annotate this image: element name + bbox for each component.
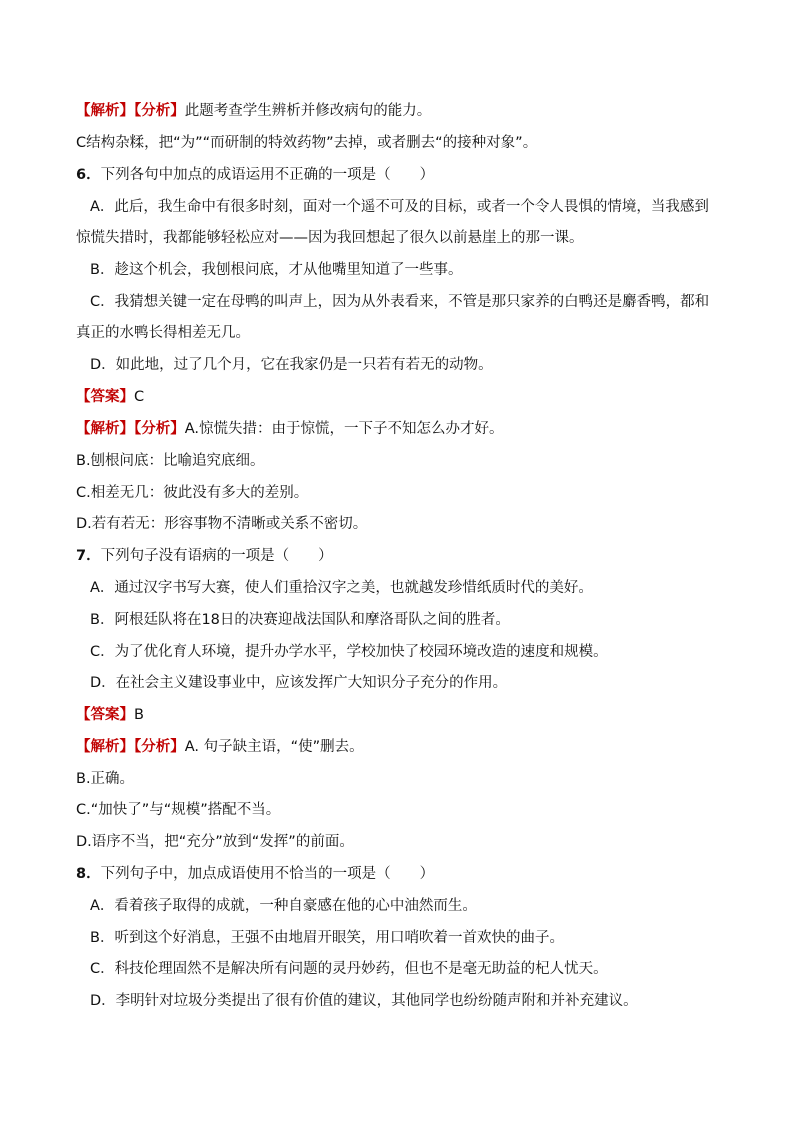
option-b: B．趁这个机会，我刨根问底，才从他嘴里知道了一些事。: [90, 262, 463, 278]
option-d: D．如此地，过了几个月，它在我家仍是一只若有若无的动物。: [90, 357, 493, 373]
analysis-tag: 【解析】: [76, 739, 134, 755]
analysis-tag: 【解析】: [76, 421, 134, 437]
analysis-text: 此题考查学生辨析并修改病句的能力。: [184, 103, 432, 119]
option-b: B．听到这个好消息，王强不由地眉开眼笑，用口哨吹着一首欢快的曲子。: [90, 930, 564, 946]
analysis-line: [76, 737, 724, 757]
analysis-text-line: D.语序不当，把“充分”放到“发挥”的前面。: [76, 834, 354, 850]
analysis-text-line: C.相差无几：彼此没有多大的差别。: [76, 485, 309, 501]
option-d: D．李明针对垃圾分类提出了很有价值的建议，其他同学也纷纷随声附和并补充建议。: [90, 993, 638, 1009]
analysis-subtag: 【分析】: [134, 103, 185, 119]
question-number: 8．: [76, 866, 101, 882]
answer-tag: 【答案】: [76, 707, 134, 723]
question-8: [76, 864, 724, 884]
analysis-text-line: C结构杂糅，把“为”“而研制的特效药物”去掉，或者删去“的接种对象”。: [76, 135, 538, 151]
analysis-text-line: B.正确。: [76, 771, 135, 787]
analysis-subtag: 【分析】: [134, 421, 185, 437]
option-c: C．科技伦理固然不是解决所有问题的灵丹妙药，但也不是毫无助益的杞人忧天。: [90, 961, 608, 977]
question-text: 下列各句中加点的成语运用不正确的一项是（ ）: [100, 167, 435, 183]
question-number: 6．: [76, 167, 101, 183]
option-d: D．在社会主义建设事业中，应该发挥广大知识分子充分的作用。: [90, 675, 508, 691]
analysis-line: [76, 419, 724, 439]
analysis-text: A. 句子缺主语，“使”删去。: [184, 739, 364, 755]
option-c-continued: 真正的水鸭长得相差无几。: [76, 325, 250, 341]
option-b: B．阿根廷队将在18日的决赛迎战法国队和摩洛哥队之间的胜者。: [90, 612, 510, 628]
question-text: 下列句子中，加点成语使用不恰当的一项是（ ）: [100, 866, 435, 882]
analysis-tag: 【解析】: [76, 103, 134, 119]
analysis-text-line: D.若有若无：形容事物不清晰或关系不密切。: [76, 516, 368, 532]
option-a-continued: 惊慌失措时，我都能够轻松应对——因为我回想起了很久以前悬崖上的那一课。: [76, 230, 584, 246]
analysis-text-line: C.“加快了”与“规模”搭配不当。: [76, 802, 281, 818]
answer-value: C: [134, 389, 145, 405]
option-c: C．我猜想关键一定在母鸭的叫声上，因为从外表看来，不管是那只家养的白鸭还是麝香鸭，都和: [90, 294, 710, 310]
answer-line: [76, 705, 724, 725]
analysis-line: [76, 101, 724, 121]
answer-line: [76, 387, 724, 407]
answer-tag: 【答案】: [76, 389, 134, 405]
question-6: [76, 165, 724, 185]
question-number: 7．: [76, 548, 101, 564]
analysis-text: A.惊慌失措：由于惊慌，一下子不知怎么办才好。: [184, 421, 504, 437]
option-a: A．看着孩子取得的成就，一种自豪感在他的心中油然而生。: [90, 898, 477, 914]
option-a: A．此后，我生命中有很多时刻，面对一个遥不可及的目标，或者一个令人畏惧的情境，当我感到: [90, 199, 709, 215]
analysis-subtag: 【分析】: [134, 739, 185, 755]
answer-value: B: [134, 707, 144, 723]
question-7: [76, 546, 724, 566]
question-text: 下列句子没有语病的一项是（ ）: [100, 548, 333, 564]
option-a: A．通过汉字书写大赛，使人们重拾汉字之美，也就越发珍惜纸质时代的美好。: [90, 580, 593, 596]
analysis-text-line: B.刨根问底：比喻追究底细。: [76, 453, 265, 469]
option-c: C．为了优化育人环境，提升办学水平，学校加快了校园环境改造的速度和规模。: [90, 644, 608, 660]
